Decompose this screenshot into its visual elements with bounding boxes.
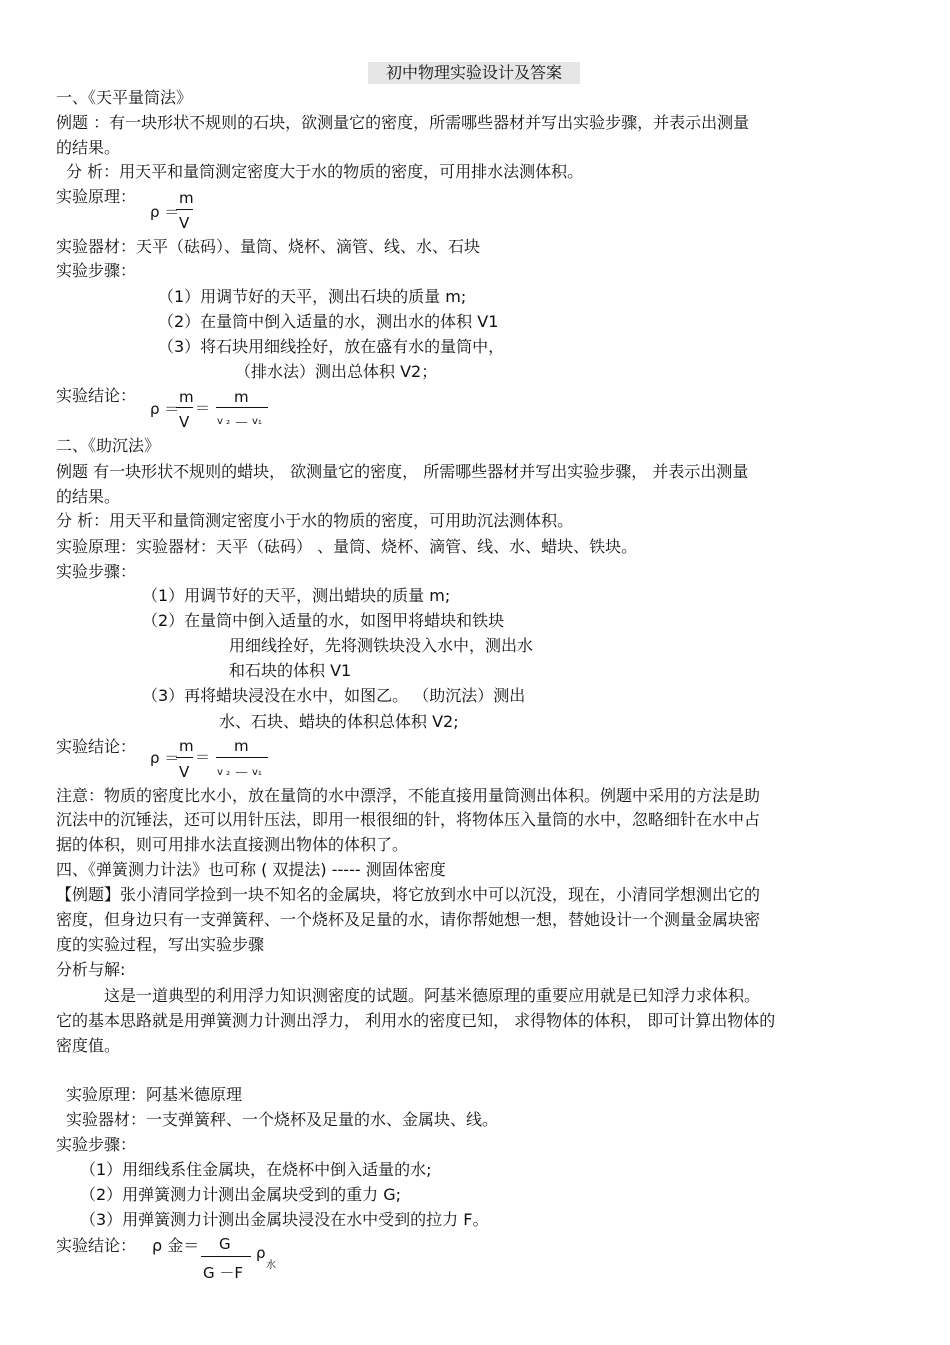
formula-equals: ＝ xyxy=(195,748,211,766)
section2-heading: 二、《助沉法》 xyxy=(56,436,161,455)
formula-denominator: V xyxy=(179,413,190,431)
section1-step1: （1）用调节好的天平，测出石块的质量 m; xyxy=(158,287,467,306)
section4-step2: （2）用弹簧测力计测出金属块受到的重力 G; xyxy=(80,1185,402,1204)
section2-step2b: 用细线拴好，先将测铁块没入水中，测出水 xyxy=(229,636,534,655)
section4-analysis-line2: 它的基本思路就是用弹簧测力计测出浮力， 利用水的密度已知， 求得物体的体积， 即可计算出物体的 xyxy=(56,1011,776,1030)
section2-step1: （1）用调节好的天平，测出蜡块的质量 m; xyxy=(142,586,451,605)
formula-rho: ρ ＝ xyxy=(150,400,180,418)
section1-example-line2: 的结果。 xyxy=(56,138,121,157)
section1-heading: 一、《天平量筒法》 xyxy=(56,88,193,107)
formula-minus: － xyxy=(234,414,250,432)
section2-step3a: （3）再将蜡块浸没在水中，如图乙。 （助沉法）测出 xyxy=(142,686,526,705)
formula-numerator: m xyxy=(179,737,194,755)
fraction-bar xyxy=(176,407,193,408)
section2-steps-label: 实验步骤： xyxy=(56,562,137,581)
formula-denominator: G －F xyxy=(203,1264,244,1282)
section4-equipment: 实验器材：一支弹簧秤、一个烧杯及足量的水、金属块、线。 xyxy=(66,1110,499,1129)
section4-example-line1: 【例题】张小清同学捡到一块不知名的金属块，将它放到水中可以沉没，现在，小清同学想测出它的 xyxy=(56,885,761,904)
fraction-bar xyxy=(201,1256,251,1257)
section4-analysis-line3: 密度值。 xyxy=(56,1036,121,1055)
section4-step3: （3）用弹簧测力计测出金属块浸没在水中受到的拉力 F。 xyxy=(80,1210,489,1229)
formula-rho: ρ ＝ xyxy=(150,749,180,767)
section1-equipment: 实验器材：天平（砝码）、量筒、烧杯、滴管、线、水、石块 xyxy=(56,237,481,256)
formula-lhs: ρ 金＝ xyxy=(152,1236,200,1255)
formula-water-subscript: 水 xyxy=(266,1260,276,1271)
section1-steps-label: 实验步骤： xyxy=(56,261,137,280)
formula-v2: v ₂ xyxy=(217,416,231,427)
section4-conclusion-label: 实验结论： xyxy=(56,1236,137,1255)
section1-principle-label: 实验原理： xyxy=(56,187,137,206)
page-title: 初中物理实验设计及答案 xyxy=(368,62,580,84)
section1-example-line1: 例题 ：有一块形状不规则的石块，欲测量它的密度，所需哪些器材并写出实验步骤，并表示出测量 xyxy=(56,113,750,132)
formula-denominator: V xyxy=(179,763,190,781)
section4-analysis-line1: 这是一道典型的利用浮力知识测密度的试题。阿基米德原理的重要应用就是已知浮力求体积。 xyxy=(104,986,761,1005)
fraction-bar xyxy=(176,757,193,758)
section2-analysis: 分 析：用天平和量筒测定密度小于水的物质的密度，可用助沉法测体积。 xyxy=(56,511,574,530)
section2-note-line3: 据的体积，则可用排水法直接测出物体的体积了。 xyxy=(56,835,409,854)
section2-step2c: 和石块的体积 V1 xyxy=(229,661,352,680)
formula-rho-water: ρ xyxy=(256,1244,266,1262)
fraction-bar xyxy=(216,757,268,758)
formula-minus: － xyxy=(234,764,250,782)
formula-numerator: m xyxy=(179,189,194,207)
section2-step3b: 水、石块、蜡块的体积总体积 V2; xyxy=(219,712,459,731)
section2-example-line1: 例题 有一块形状不规则的蜡块， 欲测量它的密度， 所需哪些器材并写出实验步骤， 并表示出测量 xyxy=(56,462,749,481)
section2-conclusion-label: 实验结论： xyxy=(56,737,137,756)
formula-v1: v₁ xyxy=(252,767,262,778)
fraction-bar xyxy=(216,407,268,408)
formula-numerator: m xyxy=(234,737,249,755)
formula-numerator: m xyxy=(234,388,249,406)
section2-note-line2: 沉法中的沉锤法，还可以用针压法，即用一根很细的针，将物体压入量筒的水中，忽略细针在水中占 xyxy=(56,810,761,829)
formula-v2: v ₂ xyxy=(217,767,231,778)
section2-principle-equipment: 实验原理：实验器材：天平（砝码） 、量筒、烧杯、滴管、线、水、蜡块、铁块。 xyxy=(56,537,638,556)
section1-conclusion-label: 实验结论： xyxy=(56,386,137,405)
formula-v1: v₁ xyxy=(252,416,262,427)
formula-numerator: G xyxy=(219,1235,231,1253)
section4-steps-label: 实验步骤： xyxy=(56,1135,137,1154)
formula-numerator: m xyxy=(179,388,194,406)
section4-analysis-label: 分析与解: xyxy=(56,960,126,979)
formula-denominator: V xyxy=(179,214,190,232)
section2-example-line2: 的结果。 xyxy=(56,487,121,506)
section4-example-line2: 密度，但身边只有一支弹簧秤、一个烧杯及足量的水，请你帮她想一想，替她设计一个测量金属块密 xyxy=(56,910,761,929)
section1-analysis: 分 析：用天平和量筒测定密度大于水的物质的密度，可用排水法测体积。 xyxy=(66,162,584,181)
fraction-bar xyxy=(176,209,193,210)
formula-rho: ρ ＝ xyxy=(150,203,180,221)
section4-heading: 四、《弹簧测力计法》也可称 ( 双提法) ----- 测固体密度 xyxy=(56,860,446,879)
section2-step2a: （2）在量筒中倒入适量的水，如图甲将蜡块和铁块 xyxy=(142,611,505,630)
section4-step1: （1）用细线系住金属块，在烧杯中倒入适量的水; xyxy=(80,1160,432,1179)
section4-example-line3: 度的实验过程，写出实验步骤 xyxy=(56,935,265,954)
section2-note-line1: 注意：物质的密度比水小，放在量筒的水中漂浮，不能直接用量筒测出体积。例题中采用的方法是助 xyxy=(56,786,761,805)
section1-step3b: （排水法）测出总体积 V2； xyxy=(235,362,438,381)
section1-step2: （2）在量筒中倒入适量的水，测出水的体积 V1 xyxy=(158,312,499,331)
formula-equals: ＝ xyxy=(195,399,211,417)
section1-step3a: （3）将石块用细线拴好，放在盛有水的量筒中， xyxy=(158,337,505,356)
section4-principle: 实验原理：阿基米德原理 xyxy=(66,1085,243,1104)
